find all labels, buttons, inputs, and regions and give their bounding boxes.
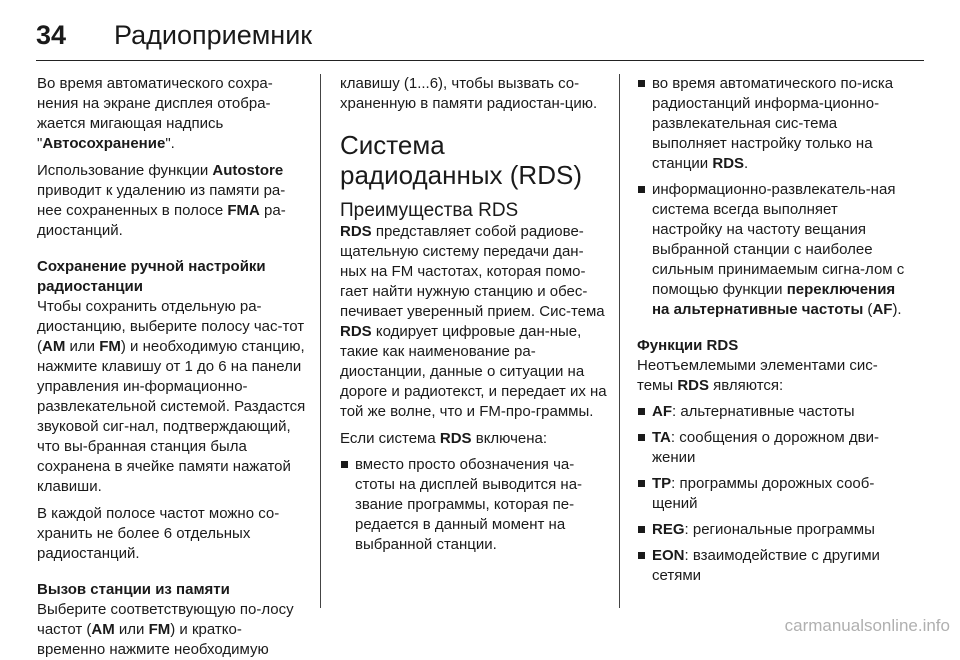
text: ) и необходимую станцию, нажмите клавишу от 1 до 6 на панели управления ин-формационно-развлекательной системой. Раздастся звуковой сиг-нал, подтверждающий, что вы-бранная станция была сохранена в ячейке памяти нажатой клавиши.	[37, 338, 306, 495]
autostore-term: Autostore	[212, 162, 284, 179]
subheading-recall: Вызов станции из памяти	[37, 581, 230, 598]
text: ) и кратко-временно нажмите необходимую	[37, 621, 269, 658]
text: приводит к удалению из памяти ра-нее сохраненных в полосе	[37, 182, 286, 219]
function-description: : взаимодействие с другими сетями	[652, 547, 880, 584]
subsection-heading-rds-benefits: Преимущества RDS	[340, 200, 519, 221]
paragraph-rds-enabled	[340, 429, 610, 449]
function-description: : альтернативные частоты	[672, 403, 855, 420]
text: являются:	[708, 377, 784, 394]
af-function-term: переключения на альтернативные частоты	[652, 281, 896, 318]
subheading-manual-save: Сохранение ручной настройки радиостанции	[37, 258, 266, 295]
rds-term: RDS	[712, 155, 745, 172]
function-key: TP	[652, 475, 672, 492]
text: (	[863, 301, 873, 318]
text: информационно-развлекатель-ная система всегда выполняет настройку на частоту вещания выбранной станции с наиболее сильным принимаемым сигна-лом с помощью функции	[652, 181, 905, 298]
text: Использование функции	[37, 162, 213, 179]
text: ".	[165, 135, 175, 152]
section-heading-rds: Система радиоданных (RDS)	[340, 130, 582, 190]
autosave-label: Автосохранение	[42, 135, 166, 152]
function-description: : сообщения о дорожном дви-жении	[652, 429, 879, 466]
am-term: AM	[42, 338, 66, 355]
text: Выберите соответствующую по-лосу частот (	[37, 601, 294, 638]
paragraph-manual-save	[37, 297, 307, 497]
text: кодирует цифровые дан-ные, такие как наименование ра-диостанции, данные о ситуации на дороге и радиотекст, и передает их на той же волне, что и FM-про-граммы.	[340, 323, 607, 420]
text: Во время автоматического сохра-нения на экране дисплея отобра-жается мигающая надпись "	[37, 75, 273, 152]
paragraph-recall	[37, 600, 307, 660]
paragraph-rds-description	[340, 222, 610, 422]
list-item	[637, 474, 907, 514]
text: Если система	[340, 430, 440, 447]
rds-term: RDS	[677, 377, 709, 394]
text: или	[65, 338, 100, 355]
function-key: REG	[652, 521, 685, 538]
list-item	[637, 402, 907, 422]
text: ра-диостанций.	[37, 202, 286, 239]
column-divider-1	[320, 74, 321, 608]
fma-term: FMA	[227, 202, 260, 219]
subheading-rds-functions: Функции RDS	[637, 337, 739, 354]
function-key: AF	[652, 403, 672, 420]
column-2	[340, 74, 610, 555]
af-term: AF	[872, 301, 893, 318]
function-key: TA	[652, 429, 671, 446]
page-title: Радиоприемник	[114, 19, 313, 50]
text: Неотъемлемыми элементами сис-темы	[637, 357, 878, 394]
function-description: : программы дорожных сооб-щений	[652, 475, 875, 512]
rds-term: RDS	[439, 430, 472, 447]
column-3	[637, 74, 907, 586]
rds-enabled-list-continued	[637, 74, 907, 320]
text: представляет собой радиове-щательную систему передачи дан-ных на FM частотах, которая помо-гает найти нужную станцию и обес-печивает уверенный прием. Сис-тема	[340, 223, 605, 320]
function-description: : региональные программы	[684, 521, 875, 538]
list-item	[637, 520, 907, 540]
paragraph-station-limit: В каждой полосе частот можно со-хранить не более 6 отдельных радиостанций.	[37, 505, 280, 562]
paragraph-rds-elements	[637, 356, 907, 396]
page-number: 34	[36, 19, 67, 50]
fm-term: FM	[99, 338, 121, 355]
am-term: AM	[91, 621, 115, 638]
list-item: вместо просто обозначения ча-стоты на дисплей выводится на-звание программы, которая пе-редается в данный момент на выбранной станции.	[340, 455, 610, 555]
list-item	[637, 428, 907, 468]
text: во время автоматического по-иска радиостанций информа-ционно-развлекательная сис-тема выполняет настройку только на станции	[652, 75, 894, 172]
watermark: carmanualsonline.info	[784, 616, 950, 635]
text: включена:	[471, 430, 548, 447]
page-header	[36, 12, 924, 58]
list-item	[637, 180, 907, 320]
fm-term: FM	[148, 621, 171, 638]
paragraph-recall-continued: клавишу (1...6), чтобы вызвать со-храненную в памяти радиостан-цию.	[340, 75, 598, 112]
text: ).	[892, 301, 902, 318]
paragraph-autostore	[37, 161, 307, 241]
list-item	[637, 546, 907, 586]
column-divider-2	[619, 74, 620, 608]
text: Чтобы сохранить отдельную ра-диостанцию, выберите полосу час-тот (	[37, 298, 305, 355]
text: или	[114, 621, 149, 638]
column-1	[37, 74, 307, 660]
rds-functions-list	[637, 402, 907, 586]
paragraph-autosave-notice	[37, 74, 307, 154]
function-key: EON	[652, 547, 685, 564]
rds-term: RDS	[340, 223, 372, 240]
rds-term: RDS	[340, 323, 372, 340]
text: .	[744, 155, 749, 172]
rds-enabled-list	[340, 455, 610, 555]
header-rule	[36, 60, 924, 61]
list-item	[637, 74, 907, 174]
